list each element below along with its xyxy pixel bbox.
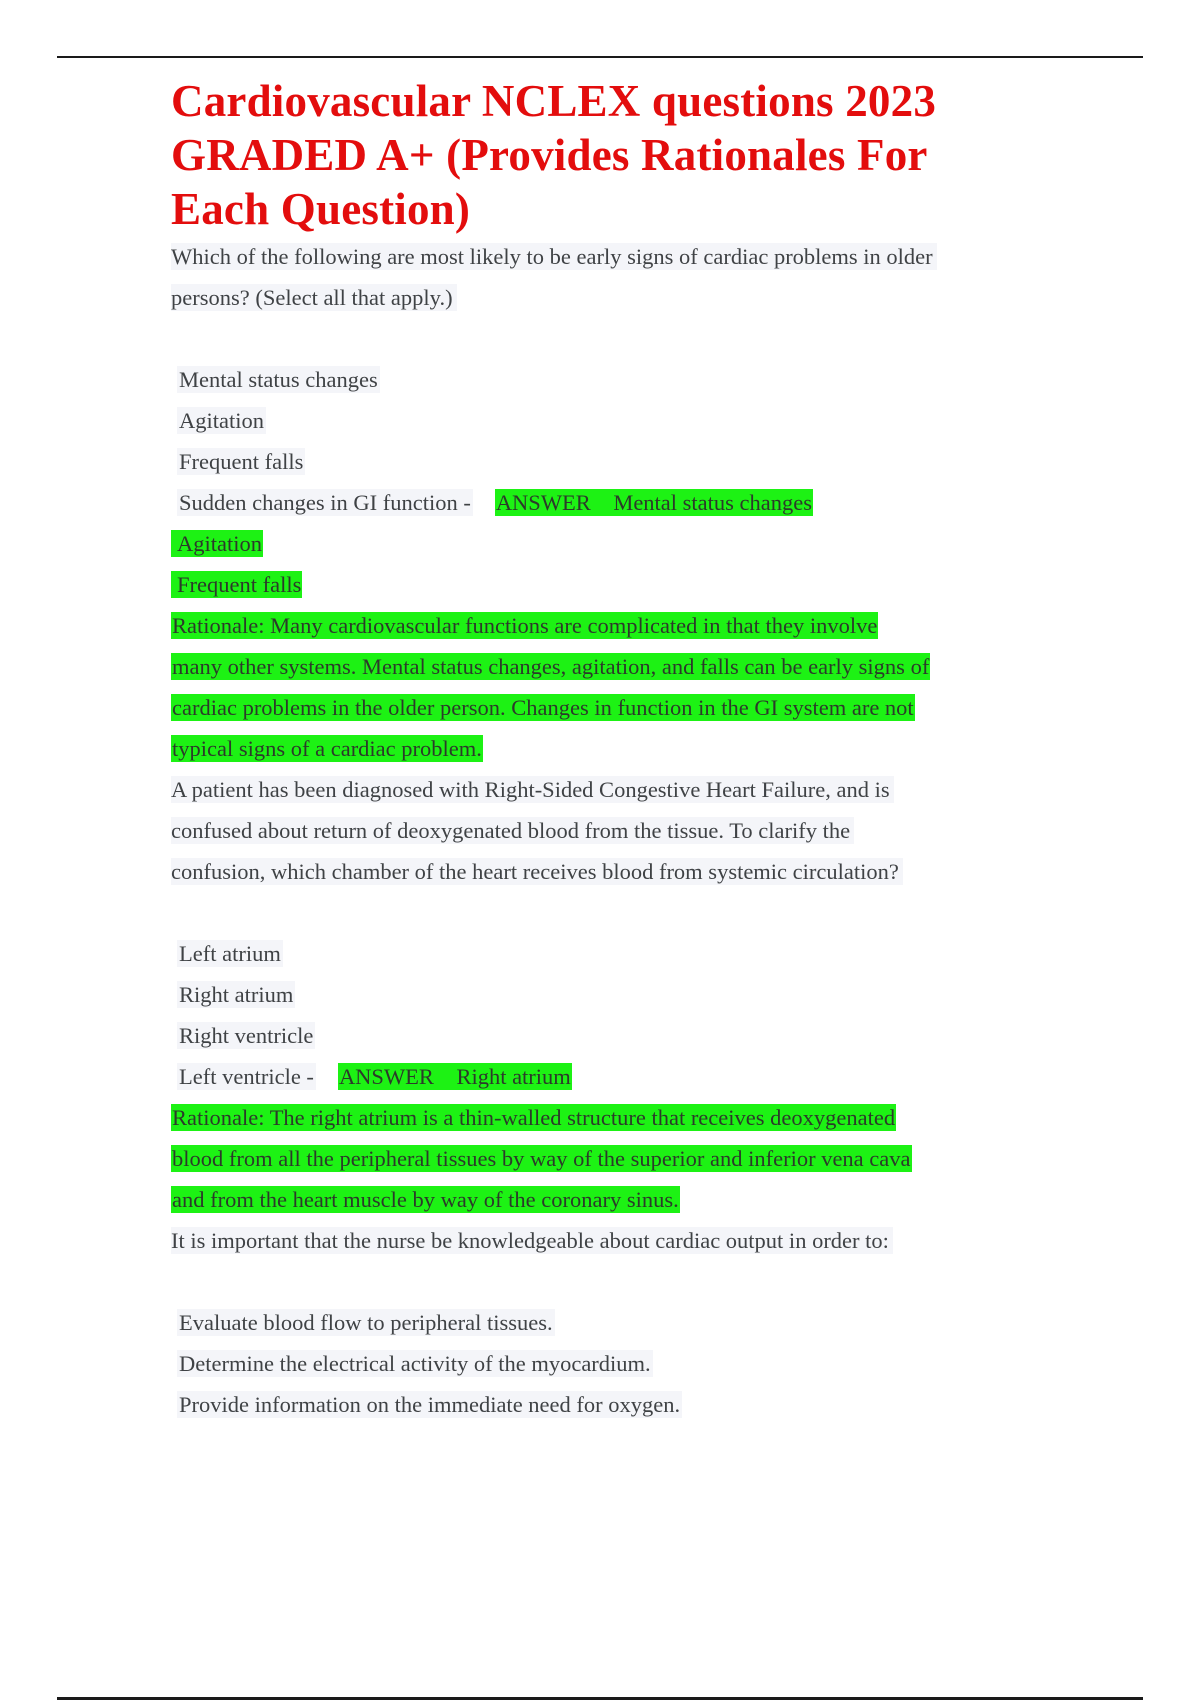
question-stem: A patient has been diagnosed with Right-Sided Congestive Heart Failure, and is — [171, 769, 1071, 810]
question-3 — [171, 1220, 1071, 1425]
rationale-line: blood from all the peripheral tissues by way of the superior and inferior vena cava — [172, 1146, 911, 1171]
option: Agitation — [179, 408, 264, 433]
option: Provide information on the immediate need for oxygen. — [179, 1392, 681, 1417]
rationale-line: and from the heart muscle by way of the coronary sinus. — [172, 1187, 679, 1212]
option: Determine the electrical activity of the myocardium. — [179, 1351, 651, 1376]
rationale-line: Rationale: The right atrium is a thin-walled structure that receives deoxygenated — [172, 1105, 896, 1130]
question-stem: confused about return of deoxygenated blood from the tissue. To clarify the — [171, 810, 1071, 851]
rationale-line: many other systems. Mental status changes, agitation, and falls can be early signs of — [172, 654, 930, 679]
question-stem: persons? (Select all that apply.) — [171, 277, 1071, 318]
answer-highlight: ANSWER Right atrium — [338, 1064, 571, 1089]
rationale-line: cardiac problems in the older person. Changes in function in the GI system are not — [172, 695, 914, 720]
option: Evaluate blood flow to peripheral tissues. — [179, 1310, 553, 1335]
option: Left atrium — [179, 941, 281, 966]
question-stem: It is important that the nurse be knowledgeable about cardiac output in order to: — [171, 1220, 1071, 1261]
document-page — [171, 74, 1071, 1425]
option: Frequent falls — [179, 449, 304, 474]
option: Right atrium — [179, 982, 294, 1007]
option-with-answer: Sudden changes in GI function - ANSWER Mental status changes — [179, 490, 813, 515]
document-title — [171, 74, 1071, 236]
rationale-line: typical signs of a cardiac problem. — [172, 736, 482, 761]
question-1 — [171, 236, 1071, 769]
answer-line: Frequent falls — [171, 564, 1071, 605]
answer-highlight: ANSWER Mental status changes — [495, 490, 813, 515]
option-with-answer: Left ventricle - ANSWER Right atrium — [179, 1064, 571, 1089]
answer-line: Agitation — [171, 523, 1071, 564]
question-stem: Which of the following are most likely to be early signs of cardiac problems in older — [171, 236, 1071, 277]
title-line: Each Question) — [171, 184, 471, 234]
title-line: GRADED A+ (Provides Rationales For — [171, 130, 928, 180]
top-rule — [57, 56, 1143, 58]
option: Right ventricle — [179, 1023, 314, 1048]
option: Mental status changes — [179, 367, 378, 392]
question-stem: confusion, which chamber of the heart receives blood from systemic circulation? — [171, 851, 1071, 892]
rationale-line: Rationale: Many cardiovascular functions are complicated in that they involve — [172, 613, 878, 638]
question-2 — [171, 769, 1071, 1220]
title-line: Cardiovascular NCLEX questions 2023 — [171, 76, 937, 126]
